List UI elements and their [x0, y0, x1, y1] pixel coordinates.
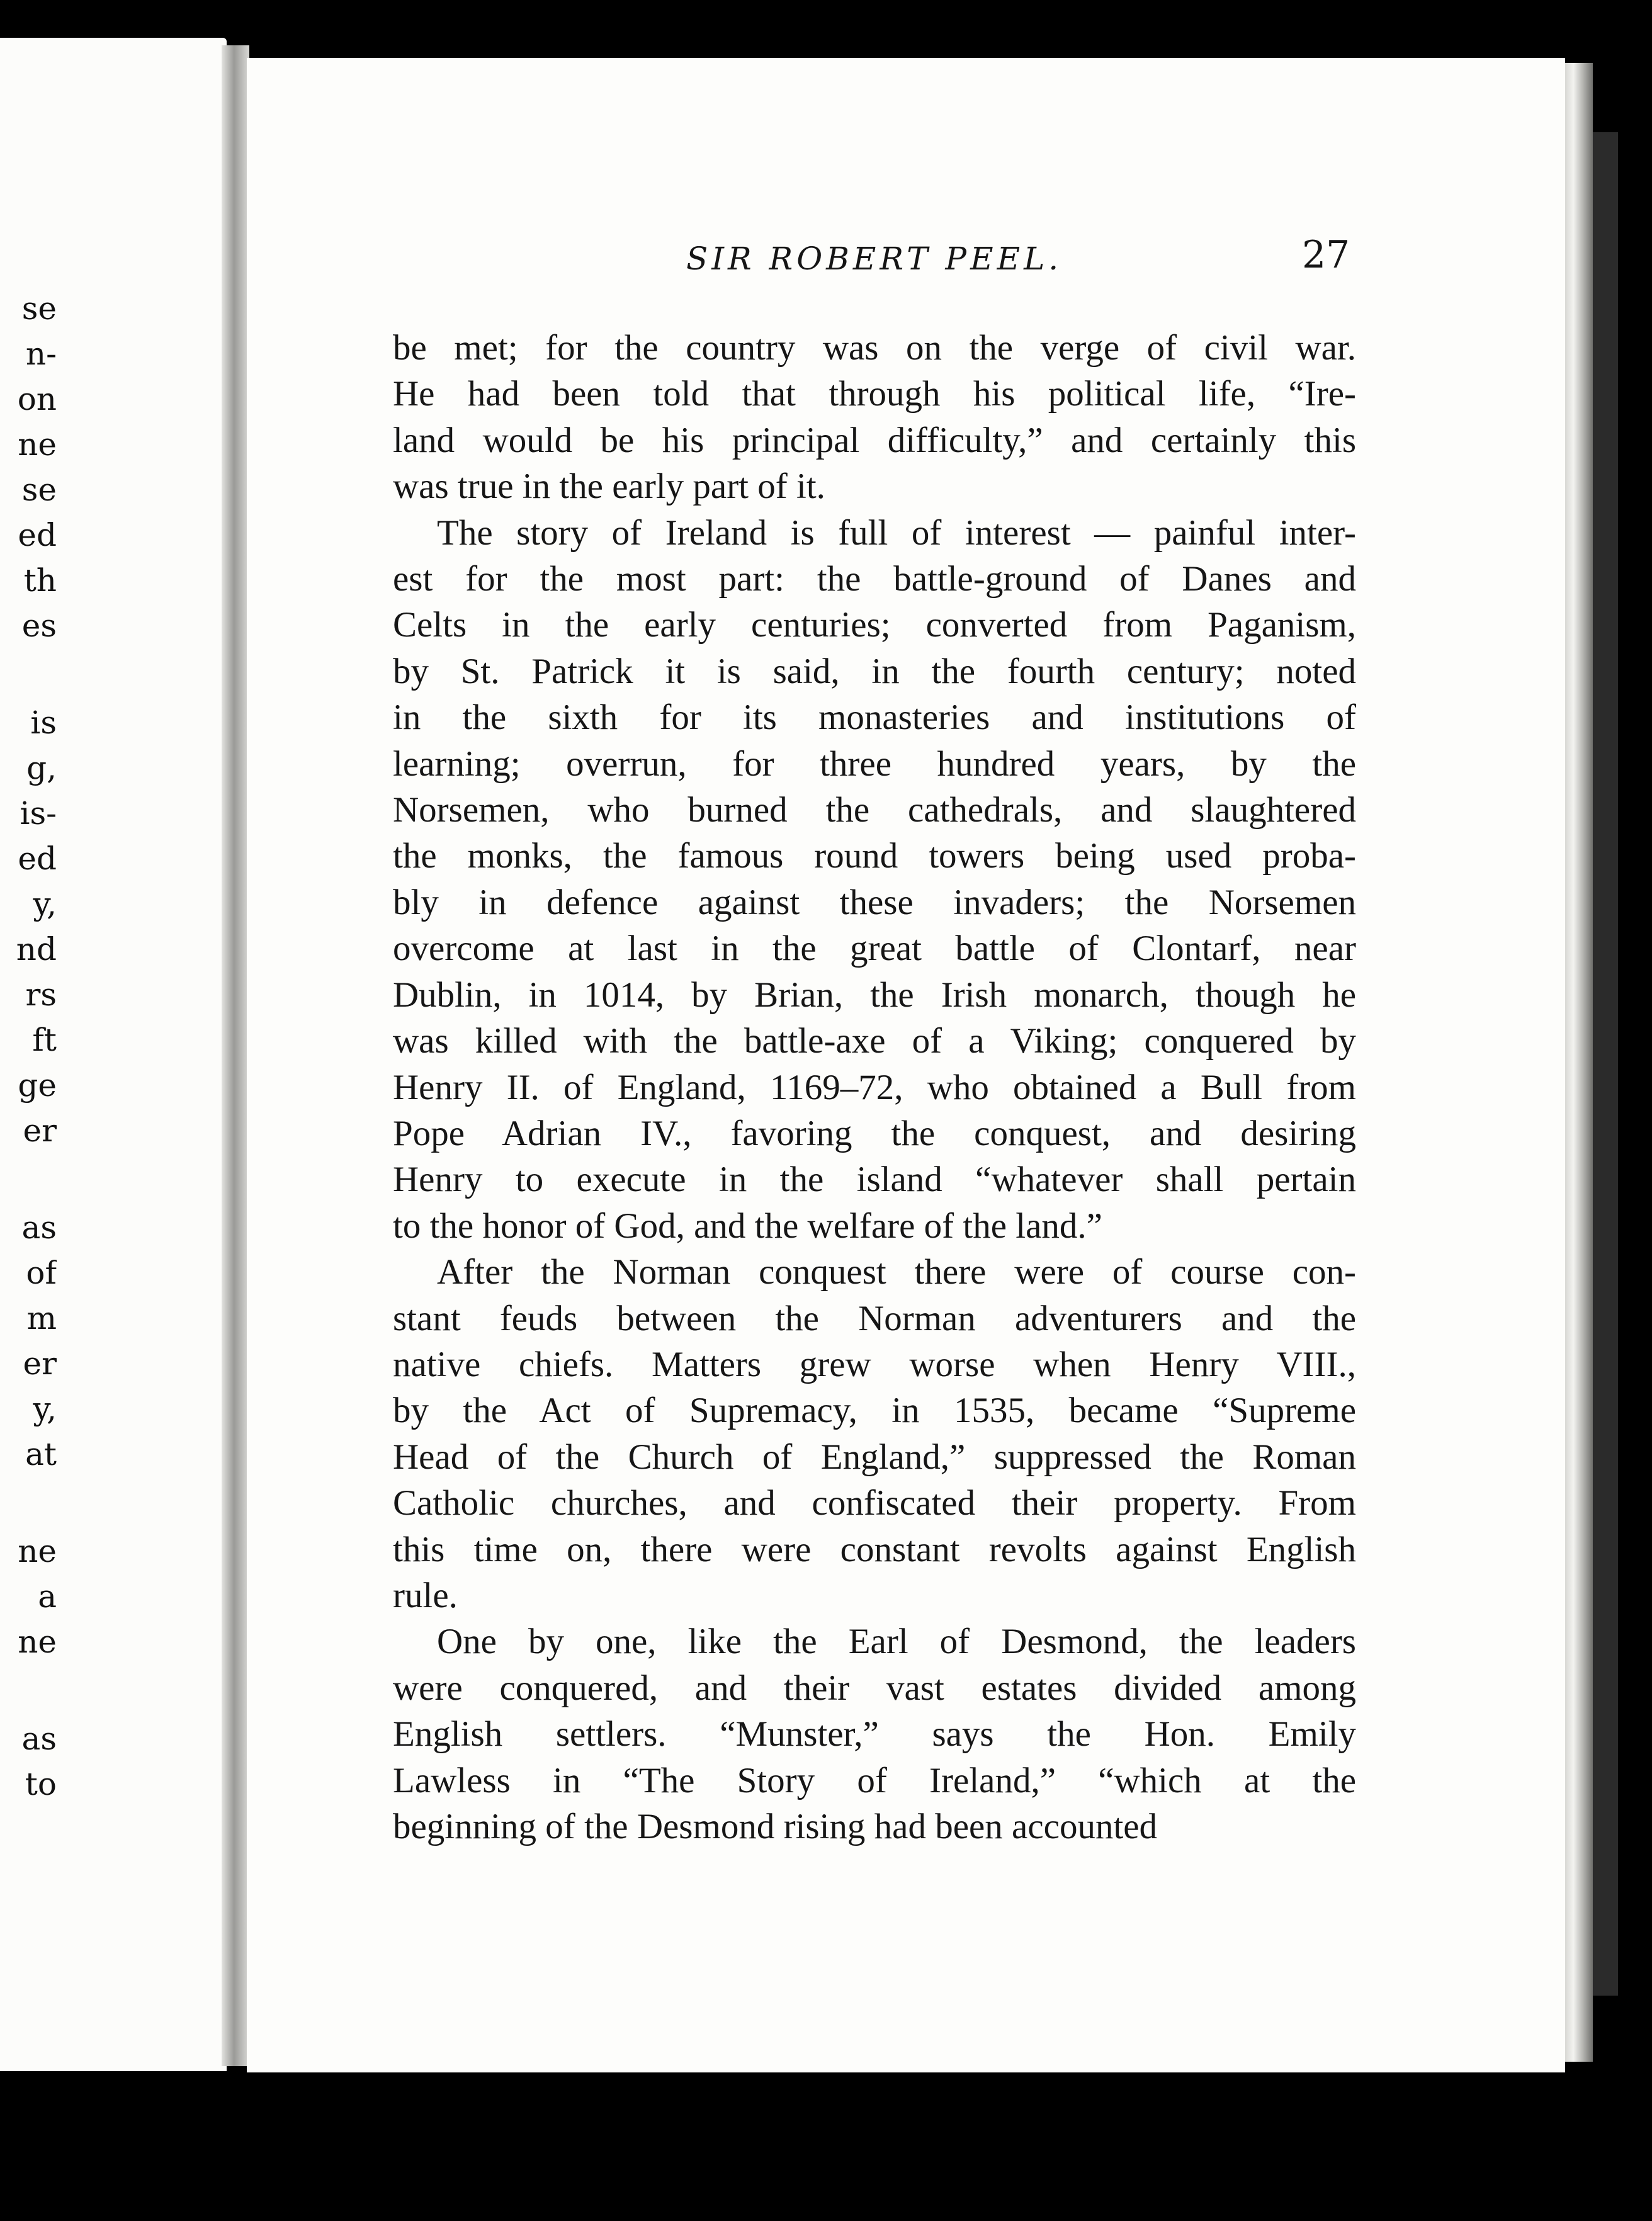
left-page-fragment: ne — [18, 1533, 57, 1569]
text-line: were conquered, and their vast estates divided among — [393, 1668, 1356, 1708]
text-line: by the Act of Supremacy, in 1535, became “Supreme — [393, 1391, 1356, 1431]
text-line: est for the most part: the battle-ground of Danes and — [393, 559, 1356, 599]
left-page-fragment: nd — [16, 931, 57, 968]
left-page-fragment: ge — [18, 1067, 57, 1104]
left-page-fragment: rs — [25, 976, 57, 1013]
text-line: be met; for the country was on the verge of civil war. — [393, 328, 1356, 368]
text-line: After the Norman conquest there were of course con- — [437, 1252, 1356, 1292]
text-line: stant feuds between the Norman adventurers and the — [393, 1298, 1356, 1338]
paragraph — [393, 1619, 1356, 1850]
left-page-fragment: as — [21, 1209, 57, 1246]
left-page-fragment: th — [23, 562, 57, 599]
text-line: rule. — [393, 1575, 458, 1615]
paragraph — [393, 1249, 1356, 1619]
left-page-fragment: er — [23, 1112, 57, 1149]
text-line: land would be his principal difficulty,” and certainly this — [393, 420, 1356, 460]
body-text — [393, 325, 1356, 1850]
text-line: the monks, the famous round towers being used proba- — [393, 836, 1356, 876]
left-page-fragment: se — [21, 290, 57, 327]
text-line: Celts in the early centuries; converted from Paganism, — [393, 605, 1356, 645]
text-line: bly in defence against these invaders; the Norsemen — [393, 882, 1356, 922]
left-page-fragment: ed — [18, 840, 57, 877]
book-cover-edge — [1593, 132, 1618, 1996]
text-line: The story of Ireland is full of interest — painful inter- — [437, 512, 1356, 553]
left-page-fragment: g, — [26, 750, 57, 786]
text-line: Pope Adrian IV., favoring the conquest, and desiring — [393, 1113, 1356, 1153]
left-facing-page — [0, 38, 227, 2071]
left-page-fragment: ne — [18, 426, 57, 463]
left-page-fragment: as — [21, 1721, 57, 1757]
text-line: was true in the early part of it. — [393, 466, 825, 507]
text-line: One by one, like the Earl of Desmond, the leaders — [437, 1622, 1356, 1662]
left-page-fragment: y, — [33, 886, 57, 922]
left-page-fragment: se — [21, 472, 57, 508]
left-page-fragment: es — [21, 608, 57, 644]
running-head: SIR ROBERT PEEL. — [686, 240, 1063, 277]
left-page-fragment: is- — [20, 795, 57, 832]
paragraph — [393, 510, 1356, 1250]
text-line: beginning of the Desmond rising had been accounted — [393, 1807, 1158, 1846]
left-page-text-fragments — [0, 38, 57, 2071]
text-line: Henry II. of England, 1169–72, who obtained a Bull from — [393, 1067, 1356, 1107]
text-line: this time on, there were constant revolts against English — [393, 1529, 1356, 1569]
left-page-fragment: a — [38, 1578, 57, 1615]
left-page-fragment: is — [30, 704, 57, 741]
book-gutter — [222, 45, 249, 2066]
text-line: native chiefs. Matters grew worse when Henry VIII., — [393, 1344, 1356, 1384]
text-line: Norsemen, who burned the cathedrals, and slaughtered — [393, 790, 1356, 830]
text-line: English settlers. “Munster,” says the Hon. Emily — [393, 1714, 1356, 1755]
left-page-fragment: y, — [33, 1391, 57, 1427]
text-line: learning; overrun, for three hundred years, by the — [393, 743, 1356, 784]
left-page-fragment: at — [25, 1436, 57, 1472]
left-page-fragment: to — [25, 1766, 57, 1802]
left-page-fragment: ne — [18, 1624, 57, 1660]
text-line: Head of the Church of England,” suppressed the Roman — [393, 1437, 1356, 1477]
text-line: Henry to execute in the island “whatever shall pertain — [393, 1160, 1356, 1200]
paragraph — [393, 325, 1356, 510]
left-page-fragment: n- — [25, 336, 57, 372]
left-page-fragment: er — [23, 1345, 57, 1382]
text-line: He had been told that through his political life, “Ire- — [393, 374, 1356, 414]
page-edge-stack — [1565, 63, 1593, 2062]
page-number: 27 — [1302, 233, 1350, 277]
text-line: Catholic churches, and confiscated their property. From — [393, 1483, 1356, 1523]
text-line: by St. Patrick it is said, in the fourth century; noted — [393, 651, 1356, 691]
text-line: was killed with the battle-axe of a Viking; conquered by — [393, 1021, 1356, 1061]
left-page-fragment: m — [26, 1300, 57, 1337]
left-page-fragment: ft — [32, 1022, 57, 1058]
text-line: Dublin, in 1014, by Brian, the Irish monarch, though he — [393, 975, 1356, 1015]
left-page-fragment: on — [17, 381, 57, 417]
text-line: in the sixth for its monasteries and institutions of — [393, 698, 1356, 738]
text-line: Lawless in “The Story of Ireland,” “which at the — [393, 1760, 1356, 1800]
left-page-fragment: of — [26, 1255, 57, 1291]
text-line: overcome at last in the great battle of Clontarf, near — [393, 929, 1356, 969]
text-line: to the honor of God, and the welfare of the land.” — [393, 1206, 1102, 1246]
left-page-fragment: ed — [18, 517, 57, 553]
